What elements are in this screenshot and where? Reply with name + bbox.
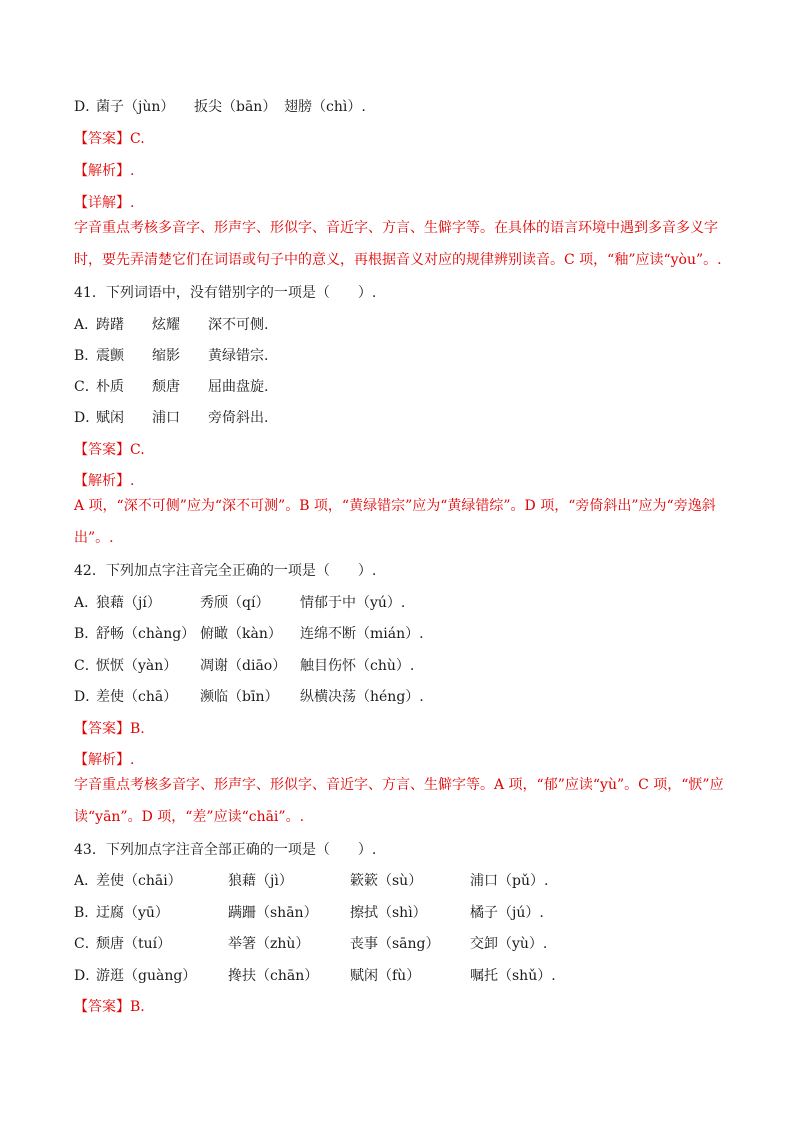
option-item: 迂腐（yū） [96,905,169,921]
option-item: 扳尖（bān） [194,99,277,115]
option-label: B． [74,626,99,642]
q43-answer: 【答案】B. [74,999,145,1015]
option-item: 秀颀（qí） [200,595,270,611]
option-label: D． [74,99,100,115]
option-item: 凋谢（diāo） [200,658,287,674]
q42-analysis-label: 【解析】. [74,752,135,768]
option-item: 蹒跚（shān） [228,905,318,921]
option-label: A． [74,873,99,889]
q41-explanation: A 项，“深不可侧”应为“深不可测”。B 项，“黄绿错宗”应为“黄绿错综”。D 项，“旁倚斜出”应为“旁逸斜出”。. [74,498,716,546]
option-item: 擦拭（shì） [350,905,427,921]
option-item: 浦口 [152,410,180,426]
q41-analysis-label: 【解析】. [74,473,135,489]
q41-answer: 【答案】C. [74,442,145,458]
option-label: A． [74,317,99,333]
option-item: 赋闲 [96,410,124,426]
option-item: 朴质 [96,379,124,395]
q40-answer: 【答案】C. [74,131,145,147]
q43-stem: 43．下列加点字注音全部正确的一项是（ ）. [74,842,377,858]
q40-detail-label: 【详解】. [74,195,135,211]
option-label: D． [74,410,100,426]
option-item: 踌躇 [96,317,124,333]
option-item: 触目伤怀（chù）. [300,658,415,674]
option-label: C． [74,379,99,395]
option-label: D． [74,689,100,705]
q42-stem: 42．下列加点字注音完全正确的一项是（ ）. [74,563,377,579]
q40-explanation: 字音重点考核多音字、形声字、形似字、音近字、方言、生僻字等。在具体的语言环境中遇到多音多义字时，要先弄清楚它们在词语或句子中的意义，再根据音义对应的规律辨别读音。C 项，“釉”应读“yòu”。. [74,220,722,268]
option-item: 情郁于中（yú）. [300,595,406,611]
option-item: 黄绿错宗. [208,348,269,364]
option-item: 搀扶（chān） [228,968,319,984]
option-item: 屈曲盘旋. [208,379,269,395]
option-item: 嘱托（shǔ）. [470,968,556,984]
option-item: 狼藉（jí） [96,595,161,611]
option-item: 纵横决荡（héng）. [300,689,424,705]
option-item: 翅膀（chì）. [284,99,366,115]
option-item: 差使（chāi） [96,873,182,889]
option-item: 恹恹（yàn） [96,658,178,674]
option-item: 游逛（guàng） [96,968,197,984]
q40-analysis-label: 【解析】. [74,163,135,179]
option-item: 狼藉（jì） [228,873,293,889]
option-item: 差使（chā） [96,689,178,705]
option-label: C． [74,936,99,952]
option-label: B． [74,905,99,921]
option-item: 簌簌（sù） [350,873,423,889]
option-item: 橘子（jú）. [470,905,544,921]
option-item: 连绵不断（mián）. [300,626,424,642]
option-item: 颓唐 [152,379,180,395]
option-label: A． [74,595,99,611]
option-item: 菌子（jùn） [96,99,175,115]
option-item: 交卸（yù）. [470,936,548,952]
option-item: 举箸（zhù） [228,936,310,952]
option-item: 旁倚斜出. [208,410,269,426]
option-item: 舒畅（chàng） [96,626,196,642]
option-label: D． [74,968,100,984]
option-item: 震颤 [96,348,124,364]
option-item: 颓唐（tuí） [96,936,172,952]
q42-answer: 【答案】B. [74,721,145,737]
option-item: 濒临（bīn） [200,689,279,705]
option-item: 俯瞰（kàn） [200,626,282,642]
option-item: 浦口（pǔ）. [470,873,549,889]
option-label: B． [74,348,99,364]
option-item: 炫耀 [152,317,180,333]
option-item: 深不可侧. [208,317,269,333]
option-item: 缩影 [152,348,180,364]
q42-explanation: 字音重点考核多音字、形声字、形似字、音近字、方言、生僻字等。A 项，“郁”应读“yù”。C 项，“恹”应读“yān”。D 项，“差”应读“chāi”。. [74,777,724,825]
option-item: 赋闲（fù） [350,968,421,984]
option-item: 丧事（sāng） [350,936,440,952]
q41-stem: 41．下列词语中，没有错别字的一项是（ ）. [74,285,377,301]
option-label: C． [74,658,99,674]
